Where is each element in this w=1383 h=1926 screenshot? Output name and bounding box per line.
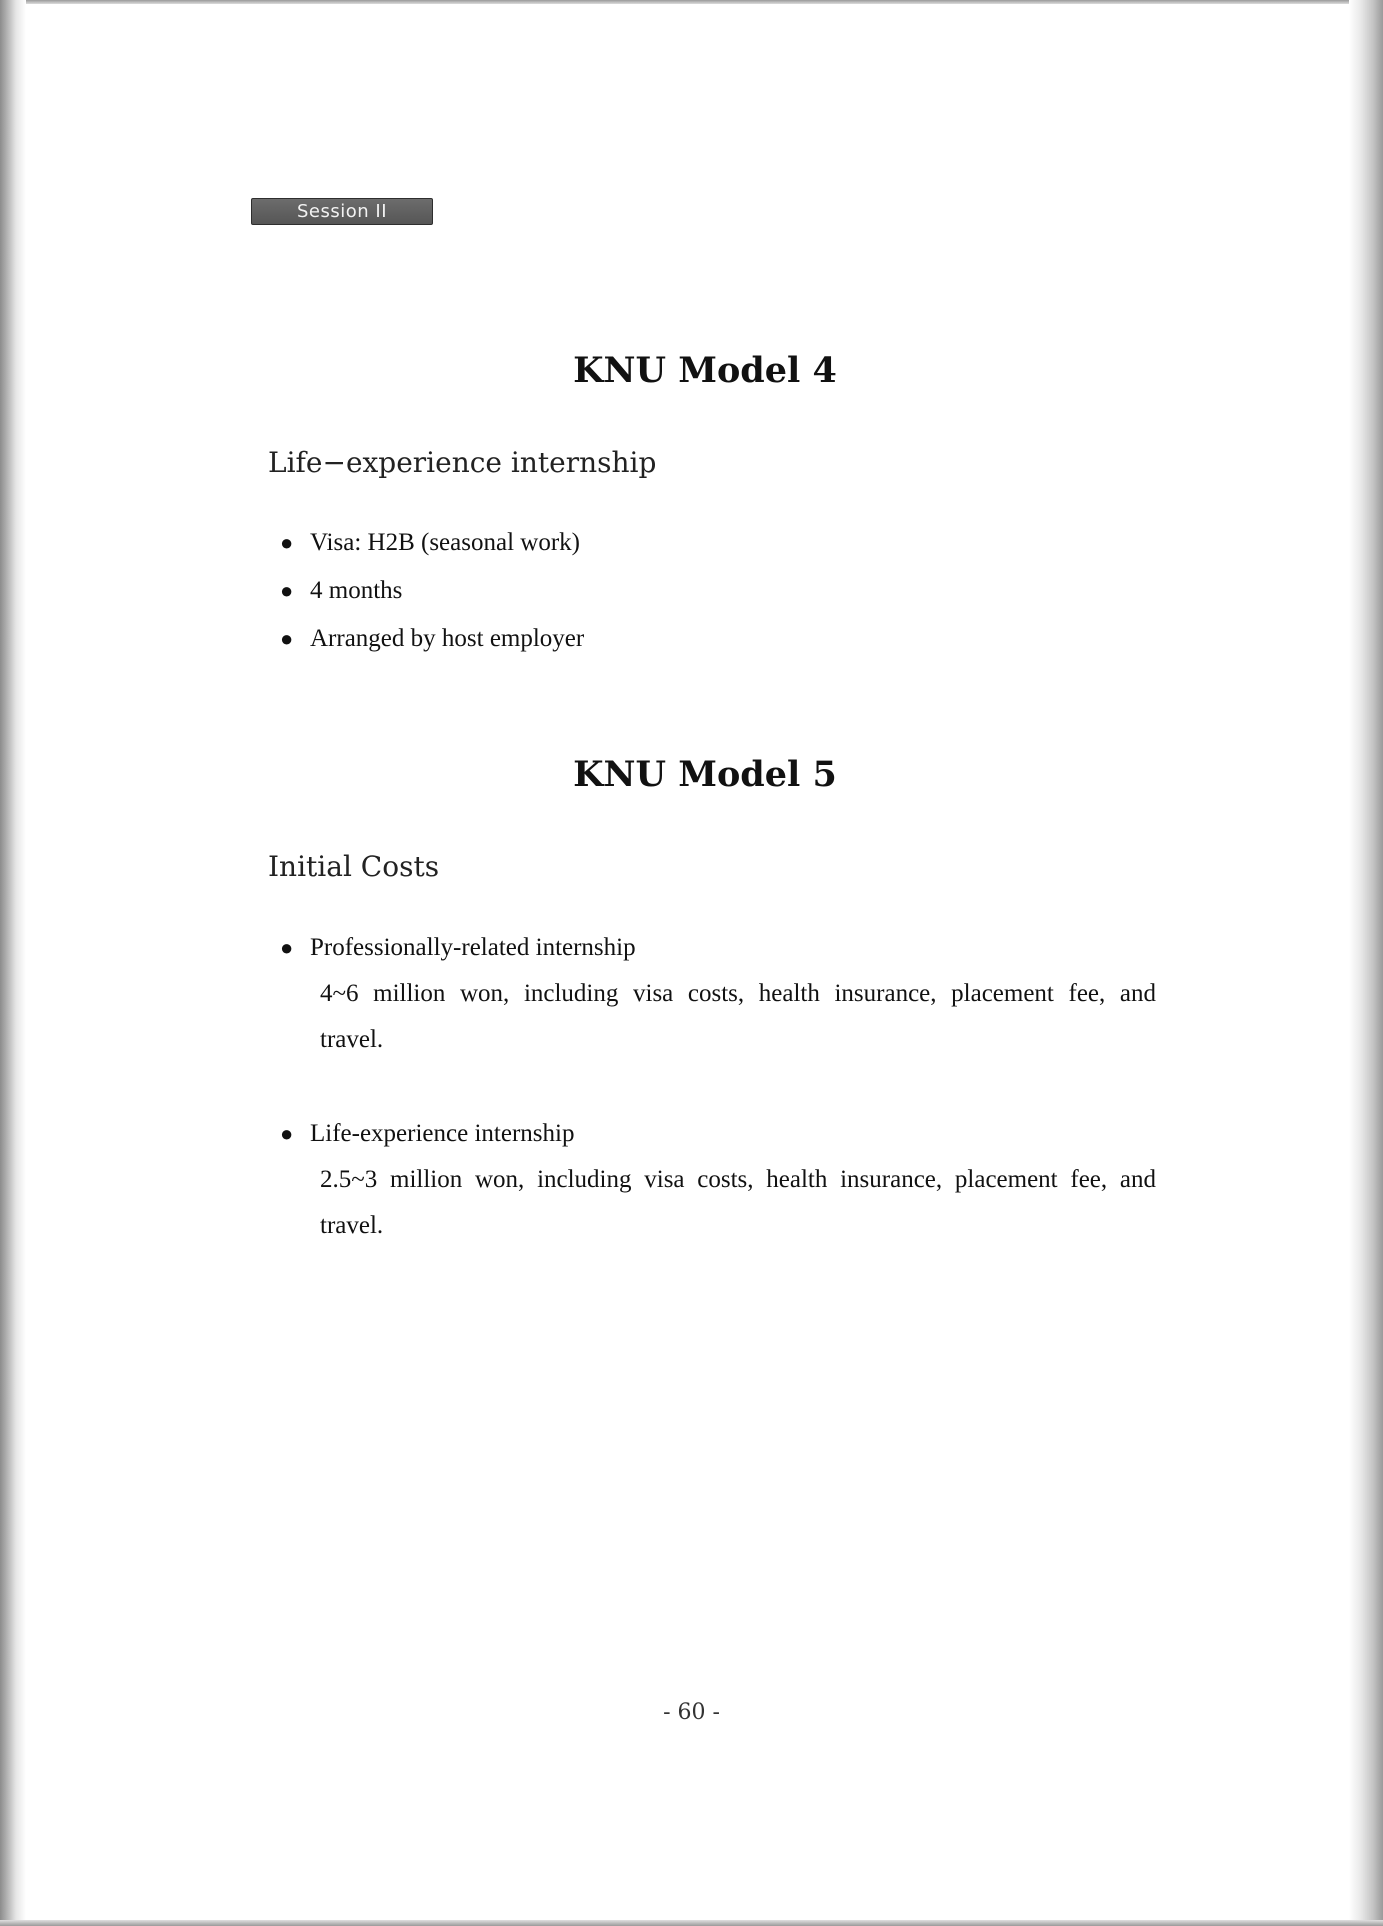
model5-list-item-1 bbox=[280, 924, 1160, 972]
list-item: ● Life-experience internship bbox=[280, 1110, 1160, 1158]
model4-title: KNU Model 4 bbox=[573, 350, 837, 391]
bullet-icon: ● bbox=[280, 935, 294, 960]
model5-item-1-detail: 4~6 million won, including visa costs, health insurance, placement fee, and travel. bbox=[320, 980, 1156, 1053]
page-number: - 60 - bbox=[663, 1700, 720, 1725]
bullet-icon: ● bbox=[280, 626, 294, 651]
page-frame-top bbox=[0, 0, 1383, 4]
model5-list-item-2 bbox=[280, 1110, 1160, 1158]
session-tag: Session II bbox=[251, 198, 433, 225]
list-item: ● Arranged by host employer bbox=[280, 615, 1160, 663]
page-binding-shadow bbox=[0, 0, 26, 1926]
bullet-icon: ● bbox=[280, 1121, 294, 1146]
list-item: ● Professionally-related internship bbox=[280, 924, 1160, 972]
page-frame-bottom bbox=[0, 1920, 1383, 1926]
page-edge-shadow bbox=[1349, 0, 1383, 1926]
bullet-icon: ● bbox=[280, 578, 294, 603]
model5-title: KNU Model 5 bbox=[573, 754, 837, 795]
bullet-icon: ● bbox=[280, 530, 294, 555]
model5-item-2-detail: 2.5~3 million won, including visa costs, health insurance, placement fee, and travel. bbox=[320, 1166, 1156, 1239]
model4-list bbox=[280, 519, 1160, 663]
model5-subtitle: Initial Costs bbox=[268, 850, 440, 883]
list-item: ● 4 months bbox=[280, 567, 1160, 615]
list-item: ● Visa: H2B (seasonal work) bbox=[280, 519, 1160, 567]
model4-subtitle: Life−experience internship bbox=[268, 446, 657, 479]
